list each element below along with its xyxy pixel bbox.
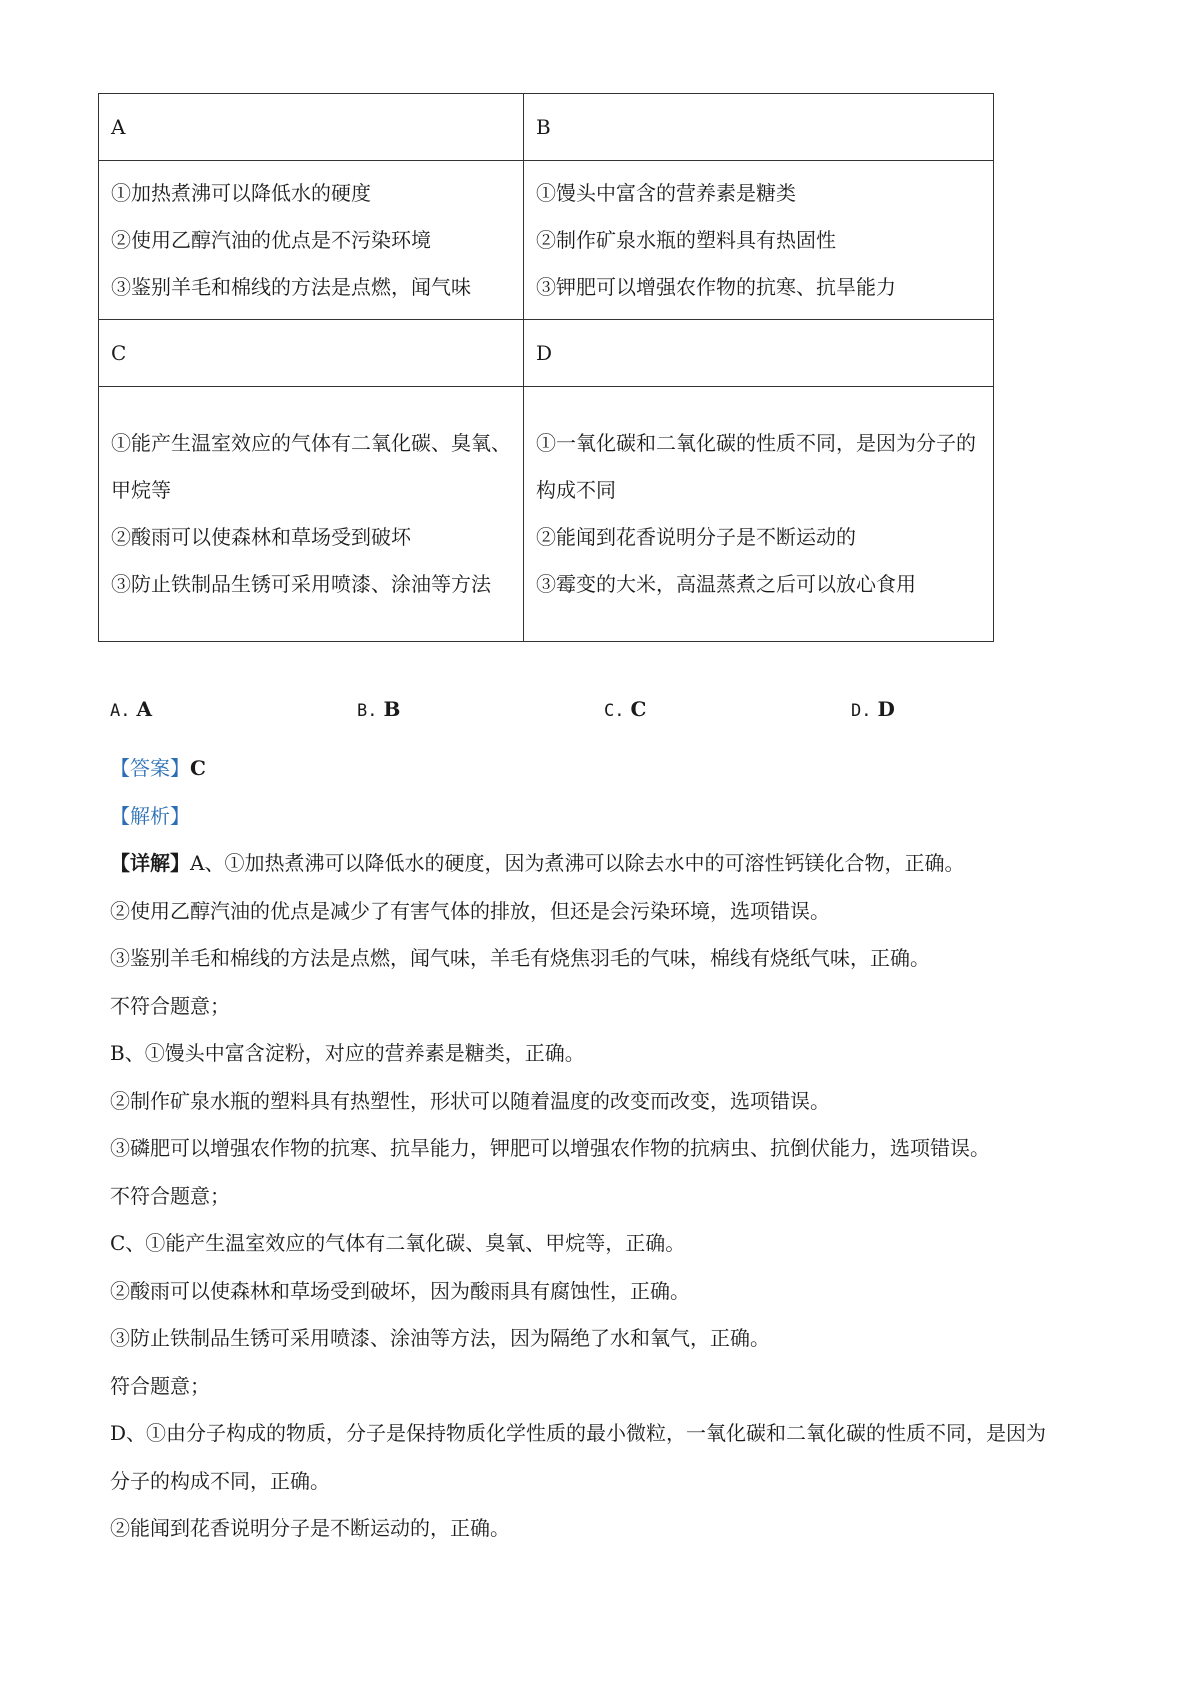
cell-c-body <box>99 387 524 642</box>
detail-line: B、①馒头中富含淀粉，对应的营养素是糖类，正确。 <box>110 1041 585 1065</box>
choice-d[interactable] <box>851 697 895 721</box>
option-b-header: B <box>536 114 551 139</box>
choice-value: A <box>136 697 153 721</box>
detail-text: A、①加热煮沸可以降低水的硬度，因为煮沸可以除去水中的可溶性钙镁化合物，正确。 <box>190 851 965 875</box>
choice-c[interactable] <box>604 697 646 721</box>
d-item: ③霉变的大米，高温蒸煮之后可以放心食用 <box>536 572 916 596</box>
detail-line: 符合题意； <box>110 1373 210 1398</box>
c-item: ②酸雨可以使森林和草场受到破坏 <box>111 525 411 549</box>
choice-value: C <box>630 697 647 721</box>
cell-b-body <box>524 161 994 320</box>
cell-d-header <box>524 320 994 387</box>
choice-letter: D. <box>851 701 872 721</box>
option-c-header: C <box>111 340 127 365</box>
cell-a-header <box>99 94 524 161</box>
detail-line: ②制作矿泉水瓶的塑料具有热塑性，形状可以随着温度的改变而改变，选项错误。 <box>110 1088 830 1113</box>
detail-line: 不符合题意； <box>110 1183 230 1208</box>
detail-line: D、①由分子构成的物质，分子是保持物质化学性质的最小微粒，一氧化碳和二氧化碳的性质不同，是因为 <box>110 1421 1047 1445</box>
d-item: ②能闻到花香说明分子是不断运动的 <box>536 525 856 549</box>
cell-b-header <box>524 94 994 161</box>
b-item: ②制作矿泉水瓶的塑料具有热固性 <box>536 227 836 252</box>
cell-a-body <box>99 161 524 320</box>
detail-line: ②使用乙醇汽油的优点是减少了有害气体的排放，但还是会污染环境，选项错误。 <box>110 898 830 923</box>
c-item: ①能产生温室效应的气体有二氧化碳、臭氧、甲烷等 <box>111 431 511 502</box>
b-item: ①馒头中富含的营养素是糖类 <box>536 180 796 205</box>
a-item: ③鉴别羊毛和棉线的方法是点燃，闻气味 <box>111 274 471 299</box>
b-item: ③钾肥可以增强农作物的抗寒、抗旱能力 <box>536 274 896 299</box>
a-item: ①加热煮沸可以降低水的硬度 <box>111 180 371 205</box>
detail-label: 【详解】 <box>110 851 190 875</box>
answer-line <box>110 745 1120 793</box>
answer-value: C <box>190 756 206 780</box>
choice-letter: B. <box>357 701 378 721</box>
answer-choices <box>0 697 1200 727</box>
option-a-header: A <box>111 114 126 139</box>
detail-line: ②酸雨可以使森林和草场受到破坏，因为酸雨具有腐蚀性，正确。 <box>110 1278 690 1303</box>
cell-c-header <box>99 320 524 387</box>
detail-line: ③磷肥可以增强农作物的抗寒、抗旱能力，钾肥可以增强农作物的抗病虫、抗倒伏能力，选项错误。 <box>110 1136 990 1160</box>
analysis-line <box>110 793 1120 841</box>
detail-line: ③防止铁制品生锈可采用喷漆、涂油等方法，因为隔绝了水和氧气，正确。 <box>110 1326 770 1350</box>
solution <box>110 745 1120 1553</box>
choice-value: D <box>877 697 895 721</box>
detail-line: C、①能产生温室效应的气体有二氧化碳、臭氧、甲烷等，正确。 <box>110 1231 686 1255</box>
answer-label: 【答案】 <box>110 756 190 780</box>
d-item: ①一氧化碳和二氧化碳的性质不同，是因为分子的构成不同 <box>536 431 976 502</box>
options-table <box>98 93 994 642</box>
detail-line: ③鉴别羊毛和棉线的方法是点燃，闻气味，羊毛有烧焦羽毛的气味，棉线有烧纸气味，正确。 <box>110 946 930 970</box>
detail-line: 分子的构成不同，正确。 <box>110 1468 330 1493</box>
cell-d-body <box>524 387 994 642</box>
analysis-label: 【解析】 <box>110 803 190 828</box>
option-d-header: D <box>536 340 553 365</box>
choice-letter: C. <box>604 701 625 721</box>
choice-b[interactable] <box>357 697 400 721</box>
detail-line: 不符合题意； <box>110 993 230 1018</box>
choice-a[interactable] <box>110 697 152 721</box>
c-item: ③防止铁制品生锈可采用喷漆、涂油等方法 <box>111 572 491 596</box>
detail-line: ②能闻到花香说明分子是不断运动的，正确。 <box>110 1516 510 1540</box>
choice-value: B <box>383 697 401 721</box>
detail-line <box>110 840 1120 888</box>
a-item: ②使用乙醇汽油的优点是不污染环境 <box>111 227 431 252</box>
choice-letter: A. <box>110 701 131 721</box>
